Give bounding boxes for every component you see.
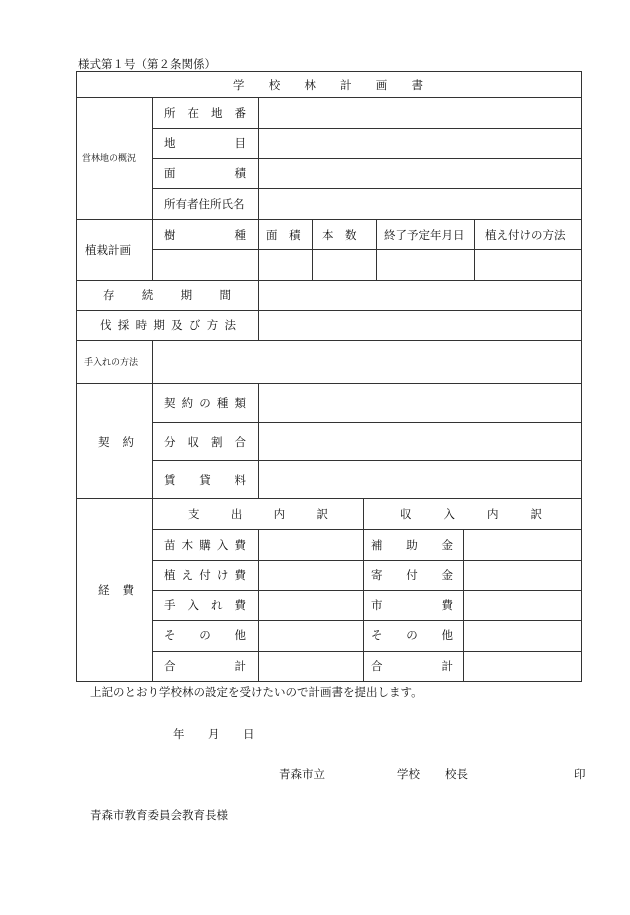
expense-header <box>188 507 328 521</box>
label-char: け <box>216 568 229 582</box>
label-char: 時 <box>135 318 148 332</box>
date-day: 日 <box>243 727 255 741</box>
label-char: 期 <box>180 288 193 302</box>
site-row-area-label <box>164 166 246 180</box>
label-char: の <box>199 396 211 410</box>
label-char: 面 <box>164 166 176 180</box>
contract-group-label <box>98 435 134 449</box>
contract-type-field[interactable] <box>259 384 581 422</box>
label-char: 間 <box>219 288 231 302</box>
planting-end-date-header: 終了予定年月日 <box>384 228 465 242</box>
label-char: 法 <box>224 318 236 332</box>
label-char: 料 <box>234 473 246 487</box>
site-row-landuse-label <box>164 136 246 150</box>
label-char: 賃 <box>164 473 176 487</box>
title-char: 書 <box>411 78 423 92</box>
care-label: 手入れの方法 <box>84 358 139 368</box>
label-char: 在 <box>187 106 199 120</box>
expenses-group-label <box>98 583 134 597</box>
label-char: え <box>181 568 194 582</box>
label-char: 手 <box>164 598 176 612</box>
site-row-location-label <box>164 106 246 120</box>
label-char: 費 <box>441 598 453 612</box>
label-char: 入 <box>216 538 229 552</box>
label-char: び <box>188 318 201 332</box>
planting-species-header <box>164 228 246 242</box>
cutting-field[interactable] <box>259 311 581 340</box>
care-field[interactable] <box>153 341 581 383</box>
income-header <box>400 507 542 521</box>
label-char: 助 <box>406 538 418 552</box>
label-char: 他 <box>441 628 453 642</box>
label-char: 付 <box>199 568 211 582</box>
label-char: 番 <box>234 106 246 120</box>
site-location-field[interactable] <box>259 98 581 128</box>
label-char: 方 <box>206 318 219 332</box>
label-char: 経 <box>98 583 110 597</box>
duration-label <box>103 288 231 302</box>
label-char: れ <box>211 598 223 612</box>
label-char: 合 <box>234 435 246 449</box>
label-char: 続 <box>141 288 154 302</box>
contract-share-field[interactable] <box>259 423 581 460</box>
site-group-label: 営林地の概況 <box>82 154 137 164</box>
title-char: 校 <box>268 78 281 92</box>
label-char: 割 <box>211 435 223 449</box>
expense-care-field[interactable] <box>259 591 363 620</box>
planting-area-header: 面 積 <box>266 228 301 242</box>
contract-share-label <box>164 435 246 449</box>
label-char: 費 <box>234 598 246 612</box>
duration-field[interactable] <box>259 281 581 310</box>
label-char: 内 <box>273 507 286 521</box>
label-char: 貸 <box>199 473 211 487</box>
expense-other-label <box>164 628 246 642</box>
label-char: の <box>199 628 211 642</box>
label-char: 収 <box>400 507 412 521</box>
label-char: 購 <box>199 538 211 552</box>
label-char: 入 <box>443 507 455 521</box>
label-char: 所 <box>164 106 176 120</box>
label-char: 費 <box>234 568 246 582</box>
label-char: 訳 <box>316 507 328 521</box>
label-char: 計 <box>234 659 246 673</box>
expense-seedling-label <box>164 538 246 552</box>
income-total-field[interactable] <box>464 652 581 681</box>
expense-total-field[interactable] <box>259 652 363 681</box>
label-char: 類 <box>234 396 246 410</box>
label-char: 木 <box>181 538 194 552</box>
label-char: 苗 <box>164 538 176 552</box>
label-char: 合 <box>164 659 176 673</box>
label-char: 費 <box>122 583 134 597</box>
planting-area-field[interactable] <box>259 250 312 280</box>
site-owner-field[interactable] <box>259 189 581 219</box>
submission-statement: 上記のとおり学校林の設定を受けたいので計画書を提出します。 <box>90 685 423 699</box>
contract-type-label <box>164 396 246 410</box>
income-subsidy-field[interactable] <box>464 530 581 560</box>
label-char: 存 <box>103 288 115 302</box>
label-char: 地 <box>164 136 176 150</box>
label-char: 費 <box>234 538 246 552</box>
income-other-field[interactable] <box>464 621 581 651</box>
expense-planting-label <box>164 568 246 582</box>
label-char: 地 <box>211 106 223 120</box>
label-char: 他 <box>234 628 246 642</box>
contract-rent-label <box>164 473 246 487</box>
label-char: 目 <box>234 136 246 150</box>
site-row-owner-label: 所有者住所氏名 <box>164 197 245 211</box>
title-char: 学 <box>233 78 245 92</box>
label-char: 入 <box>187 598 199 612</box>
label-char: 内 <box>487 507 499 521</box>
cutting-label <box>100 318 236 332</box>
income-donation-field[interactable] <box>464 561 581 590</box>
seal-mark: 印 <box>574 767 586 781</box>
income-subsidy-label <box>371 538 453 552</box>
label-char: 金 <box>441 568 453 582</box>
expense-care-label <box>164 598 246 612</box>
income-total-label <box>371 659 453 673</box>
income-city-label <box>371 598 453 612</box>
label-char: 採 <box>117 318 130 332</box>
label-char: 及 <box>171 318 183 332</box>
label-char: 計 <box>441 659 453 673</box>
site-landuse-field[interactable] <box>259 129 581 158</box>
planting-count-header: 本 数 <box>322 228 357 242</box>
expense-seedling-field[interactable] <box>259 530 363 560</box>
label-char: 補 <box>371 538 383 552</box>
date-year: 年 <box>173 727 185 741</box>
label-char: 分 <box>164 435 176 449</box>
expense-total-label <box>164 659 246 673</box>
label-char: 積 <box>234 166 246 180</box>
planting-group-label: 植栽計画 <box>85 243 131 257</box>
planting-count-field[interactable] <box>313 250 376 280</box>
label-char: 収 <box>187 435 199 449</box>
label-char: 寄 <box>371 568 383 582</box>
label-char: 金 <box>441 538 453 552</box>
expense-planting-field[interactable] <box>259 561 363 590</box>
label-char: 期 <box>153 318 165 332</box>
label-char: 契 <box>164 396 176 410</box>
expense-other-field[interactable] <box>259 621 363 651</box>
income-donation-label <box>371 568 453 582</box>
school-suffix: 学校 <box>397 767 420 781</box>
planting-end-date-field[interactable] <box>377 250 474 280</box>
planting-method-header: 植え付けの方法 <box>485 228 566 242</box>
label-char: 種 <box>234 228 246 242</box>
site-area-field[interactable] <box>259 159 581 188</box>
label-char: 植 <box>164 568 176 582</box>
label-char: 出 <box>230 507 243 521</box>
principal-label: 校長 <box>445 767 468 781</box>
label-char: 樹 <box>164 228 176 242</box>
date-month: 月 <box>208 727 220 741</box>
form-title <box>233 78 423 92</box>
title-char: 林 <box>304 78 316 92</box>
contract-rent-field[interactable] <box>259 461 581 498</box>
form-number: 様式第１号（第２条関係） <box>78 57 216 71</box>
label-char: 市 <box>371 598 383 612</box>
addressee: 青森市教育委員会教育長様 <box>90 808 228 822</box>
label-char: 契 <box>98 435 110 449</box>
label-char: の <box>406 628 418 642</box>
planting-method-field[interactable] <box>475 250 581 280</box>
label-char: 約 <box>181 396 194 410</box>
label-char: 訳 <box>530 507 542 521</box>
label-char: 合 <box>371 659 383 673</box>
title-char: 画 <box>375 78 388 92</box>
label-char: 約 <box>122 435 134 449</box>
label-char: そ <box>164 628 176 642</box>
school-prefix: 青森市立 <box>279 767 325 781</box>
title-char: 計 <box>340 78 352 92</box>
label-char: 伐 <box>100 318 112 332</box>
income-other-label <box>371 628 453 642</box>
income-city-field[interactable] <box>464 591 581 620</box>
label-char: そ <box>371 628 383 642</box>
planting-species-field[interactable] <box>153 250 258 280</box>
label-char: 付 <box>406 568 418 582</box>
label-char: 種 <box>216 396 229 410</box>
label-char: 支 <box>188 507 200 521</box>
